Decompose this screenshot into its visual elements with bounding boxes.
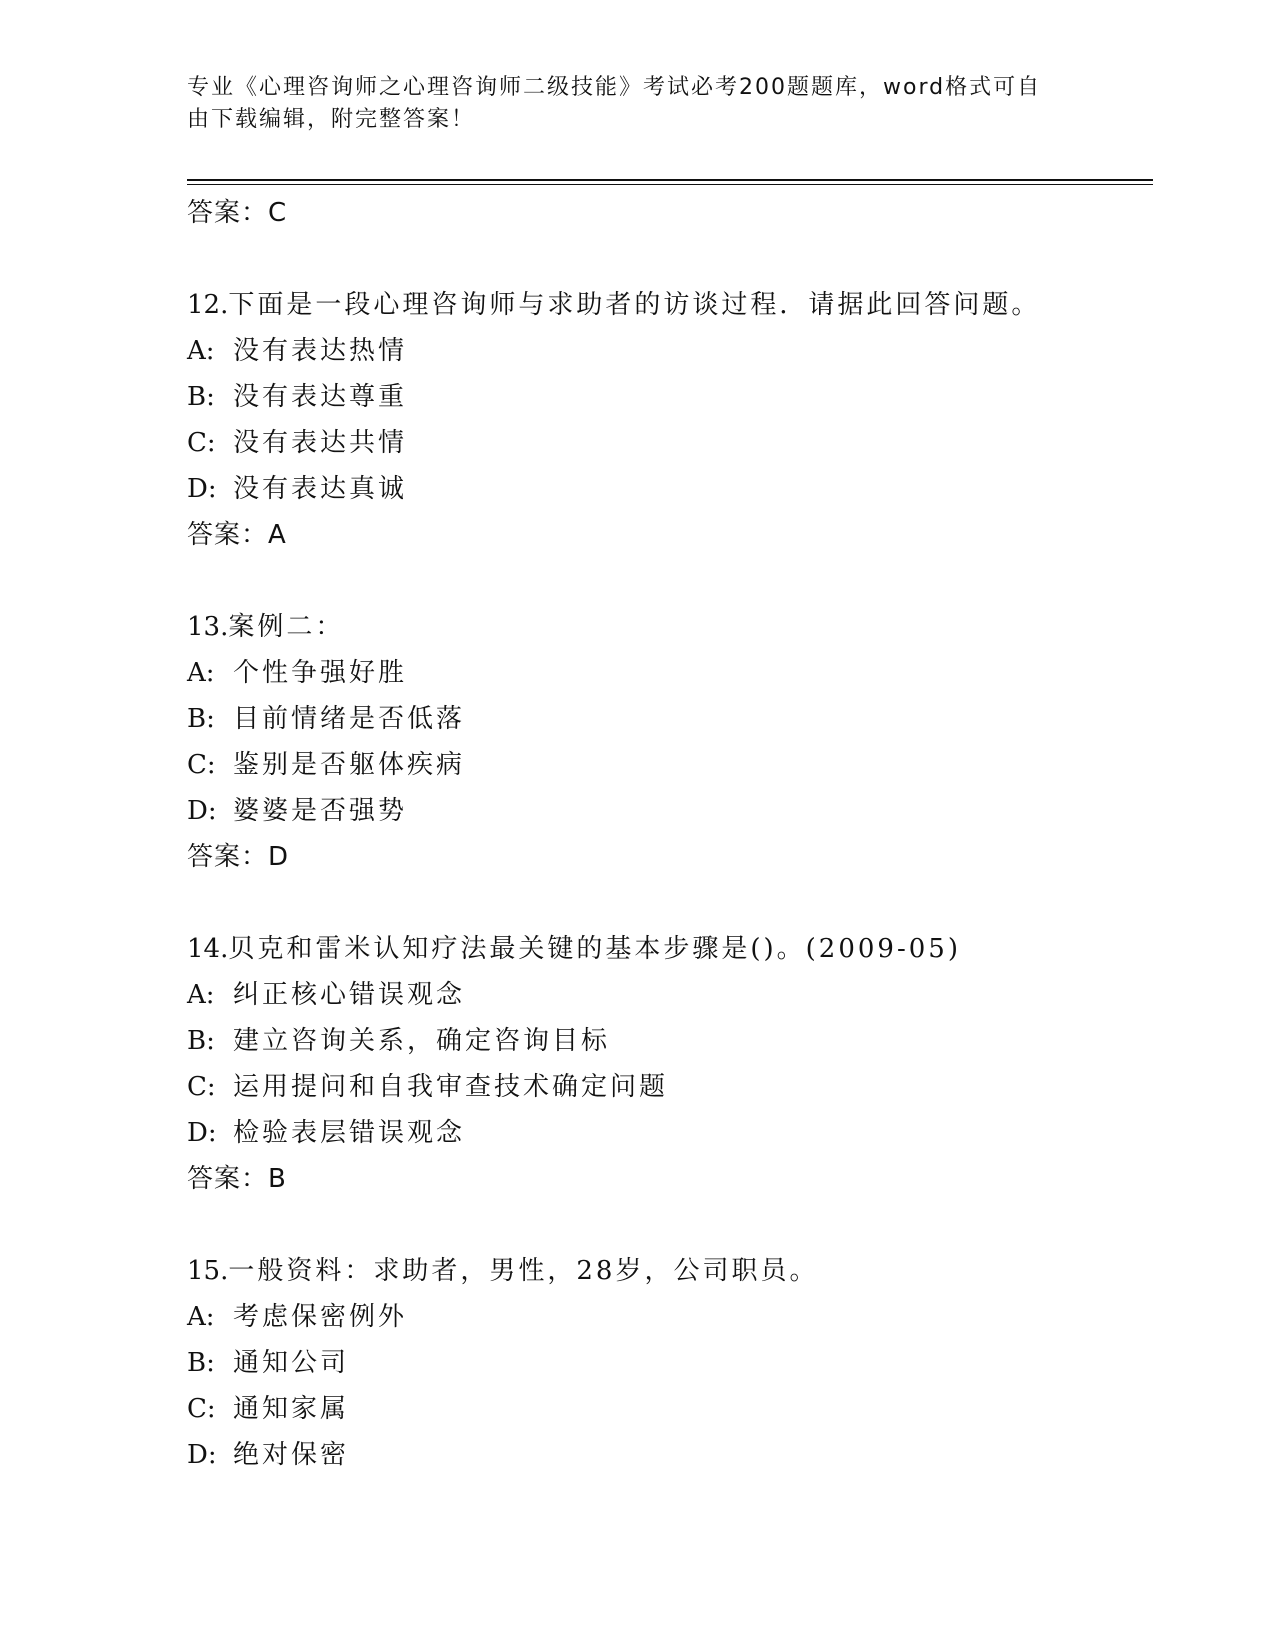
option-key: B: [187, 382, 215, 412]
option-item [187, 1386, 1147, 1432]
answer-line [187, 1156, 1147, 1202]
question-spacer [187, 236, 1147, 282]
option-item [187, 742, 1147, 788]
answer-line [187, 190, 1147, 236]
question-number: 15. [187, 1256, 229, 1286]
question-text: 下面是一段心理咨询师与求助者的访谈过程．请据此回答问题。 [228, 290, 1041, 320]
question-stem [187, 604, 1147, 650]
document-header [187, 72, 1067, 136]
answer-line [187, 834, 1147, 880]
option-item [187, 650, 1147, 696]
option-text: 考虑保密例外 [233, 1302, 408, 1332]
question-number: 14. [187, 934, 229, 964]
option-text: 没有表达热情 [233, 336, 408, 366]
option-key: B: [187, 1348, 215, 1378]
option-item [187, 328, 1147, 374]
answer-value: B [268, 1164, 287, 1194]
option-item [187, 1018, 1147, 1064]
option-key: B: [187, 1026, 215, 1056]
answer-value: A [268, 520, 287, 550]
option-key: A: [187, 1302, 215, 1332]
option-key: C: [187, 1072, 216, 1102]
option-key: D: [187, 1118, 217, 1148]
option-item [187, 1294, 1147, 1340]
question-text: 贝克和雷米认知疗法最关键的基本步骤是()。(2009-05) [228, 934, 961, 964]
question-spacer [187, 558, 1147, 604]
option-text: 运用提问和自我审查技术确定问题 [233, 1072, 669, 1102]
answer-prefix: 答案： [187, 1164, 269, 1194]
option-text: 目前情绪是否低落 [233, 704, 466, 734]
option-item [187, 1064, 1147, 1110]
question-stem [187, 1248, 1147, 1294]
option-text: 没有表达尊重 [233, 382, 408, 412]
option-text: 没有表达共情 [233, 428, 408, 458]
option-text: 纠正核心错误观念 [233, 980, 466, 1010]
option-key: A: [187, 980, 215, 1010]
option-item [187, 466, 1147, 512]
question-number: 12. [187, 290, 229, 320]
option-item [187, 788, 1147, 834]
answer-prefix: 答案： [187, 842, 269, 872]
question-text: 一般资料：求助者，男性，28岁，公司职员。 [228, 1256, 819, 1286]
option-item [187, 420, 1147, 466]
option-text: 鉴别是否躯体疾病 [233, 750, 466, 780]
header-rule-bottom [187, 184, 1153, 185]
option-item [187, 972, 1147, 1018]
option-text: 没有表达真诚 [233, 474, 408, 504]
option-text: 检验表层错误观念 [233, 1118, 466, 1148]
option-item [187, 374, 1147, 420]
answer-value: C [268, 198, 288, 228]
option-key: D: [187, 1440, 217, 1470]
option-text: 通知公司 [233, 1348, 350, 1378]
option-text: 个性争强好胜 [233, 658, 408, 688]
option-key: C: [187, 428, 216, 458]
question-number: 13. [187, 612, 229, 642]
option-key: D: [187, 474, 217, 504]
answer-prefix: 答案： [187, 520, 269, 550]
header-line-2: 由下载编辑，附完整答案！ [187, 107, 476, 132]
question-stem [187, 282, 1147, 328]
option-text: 绝对保密 [233, 1440, 350, 1470]
option-text: 通知家属 [233, 1394, 350, 1424]
question-text: 案例二： [228, 612, 345, 642]
option-text: 婆婆是否强势 [233, 796, 408, 826]
option-key: D: [187, 796, 217, 826]
option-item [187, 1432, 1147, 1478]
option-key: A: [187, 658, 215, 688]
option-item [187, 1340, 1147, 1386]
option-text: 建立咨询关系，确定咨询目标 [233, 1026, 611, 1056]
option-key: C: [187, 750, 216, 780]
question-stem [187, 926, 1147, 972]
question-list [187, 190, 1147, 1478]
answer-line [187, 512, 1147, 558]
question-spacer [187, 880, 1147, 926]
header-line-1: 专业《心理咨询师之心理咨询师二级技能》考试必考200题题库，word格式可自 [187, 75, 1042, 100]
answer-value: D [268, 842, 290, 872]
header-rule-top [187, 179, 1153, 181]
answer-prefix: 答案： [187, 198, 269, 228]
option-key: B: [187, 704, 215, 734]
option-key: A: [187, 336, 215, 366]
option-item [187, 1110, 1147, 1156]
option-key: C: [187, 1394, 216, 1424]
question-spacer [187, 1202, 1147, 1248]
option-item [187, 696, 1147, 742]
